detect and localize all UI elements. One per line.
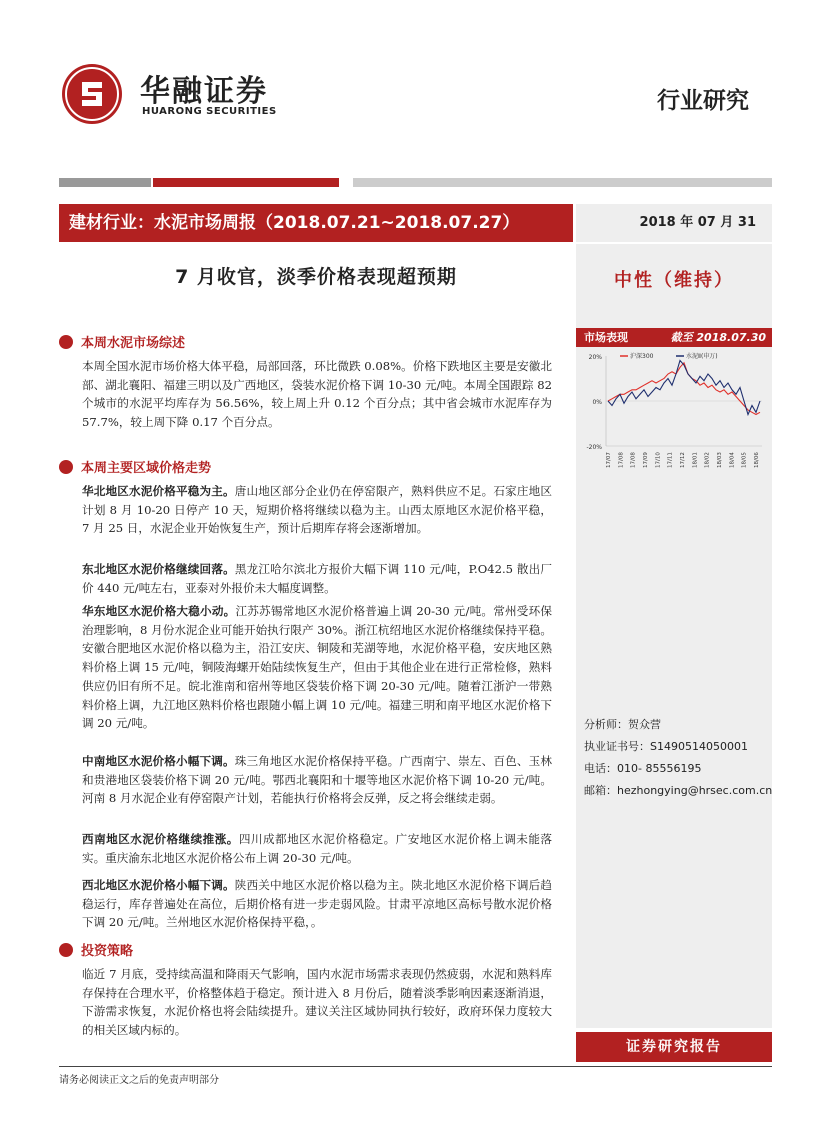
chart-series-line [608,363,760,415]
chart-x-tick-label: 18/06 [754,452,760,468]
rating: 中性（维持） [614,270,734,291]
analyst-name: 分析师：贺众营 [584,718,661,731]
region-paragraph-southwest: 西南地区水泥价格继续推涨。四川成都地区水泥价格稳定。广安地区水泥价格上调未能落实。重庆渝东北地区水泥价格公布上调 20-30 元/吨。 [82,832,552,865]
analyst-email: 邮箱：hezhongying@hrsec.com.cn [584,784,773,797]
chart-series-line [608,361,760,415]
report-title: 建材行业：水泥市场周报（2018.07.21~2018.07.27） [59,204,573,242]
footer-divider [59,1066,772,1067]
analyst-license: 执业证书号：S1490514050001 [584,740,748,753]
report-type: 行业研究 [657,88,749,114]
region-paragraph-central-south: 中南地区水泥价格小幅下调。珠三角地区水泥价格保持平稳。广西南宁、崇左、百色、玉林和贵港地区袋装价格下调 20 元/吨。鄂西北襄阳和十堰等地区水泥价格下调 10-20 元/吨。 河南 8 月水泥企业有停窑限产计划，若能执行价格将会反弹，反之将会继续走弱。 [82,754,552,806]
report-label: 证券研究报告 [576,1032,772,1062]
chart-legend-label: 沪深300 [630,353,654,360]
section-bullet-icon [59,335,73,349]
market-label: 市场表现 [584,331,628,344]
divider-bar-gray [59,178,151,187]
brand-name-cn: 华融证券 [140,74,268,109]
company-logo [62,64,332,128]
divider-bar-light [353,178,772,187]
chart-x-tick-label: 17/07 [606,452,612,468]
region-paragraph-northeast: 东北地区水泥价格继续回落。黑龙江哈尔滨北方报价大幅下调 110 元/吨，P.O42.5 散出厂价 440 元/吨左右，亚泰对外报价未大幅度调整。 [82,562,552,595]
chart-x-tick-label: 17/08 [618,452,625,468]
chart-x-tick-label: 17/10 [655,452,662,468]
strategy-paragraph: 临近 7 月底，受持续高温和降雨天气影响，国内水泥市场需求表现仍然疲弱，水泥和熟料库存保持在合理水平，价格整体趋于稳定。预计进入 8 月份后，随着淡季影响因素逐渐消退，下游需求恢复，水泥价格也将会陆续提升。建议关注区域协同执行较好，政府环保力度较大的相关区域内标的。 [82,967,552,1038]
market-performance-header [576,328,772,347]
market-performance-chart [580,348,770,488]
chart-x-tick-label: 18/03 [717,452,723,468]
chart-legend-label: 水泥Ⅱ(申万) [686,353,718,360]
section-heading: 投资策略 [59,941,133,963]
chart-y-tick-label: -20% [586,444,602,451]
chart-x-tick-label: 18/04 [729,452,736,468]
chart-x-tick-label: 18/05 [741,452,748,468]
chart-y-tick-label: 20% [588,354,602,361]
section-bullet-icon [59,943,73,957]
chart-y-tick-label: 0% [592,399,602,406]
section-heading: 本周主要区域价格走势 [59,458,211,480]
analyst-phone: 电话：010- 85556195 [584,762,702,775]
section-heading: 本周水泥市场综述 [59,333,185,355]
chart-x-tick-label: 17/12 [680,452,686,468]
chart-x-tick-label: 17/11 [667,452,674,468]
chart-x-tick-label: 17/08 [630,452,637,468]
chart-x-tick-label: 18/01 [692,452,699,468]
chart-x-tick-label: 17/09 [643,452,649,468]
disclaimer: 请务必阅读正文之后的免责声明部分 [59,1075,219,1086]
region-paragraph-northwest: 西北地区水泥价格小幅下调。陕西关中地区水泥价格以稳为主。陕北地区水泥价格下调后趋稳运行，库存普遍处在高位，后期价格有进一步走弱风险。甘肃平凉地区高标号散水泥价格下调 20 元/吨。兰州地区水泥价格保持平稳，。 [82,878,552,930]
chart-x-tick-label: 18/02 [704,452,711,468]
report-date: 2018 年 07 月 31 [576,204,772,242]
region-paragraph-north: 华北地区水泥价格平稳为主。唐山地区部分企业仍在停窑限产，熟料供应不足。石家庄地区计划 8 月 10-20 日停产 10 天，短期价格将继续以稳为主。山西太原地区水泥价格平稳， 7 月 25 日，水泥企业开始恢复生产，预计后期库存将会逐渐增加。 [82,484,552,536]
divider-bar-red [153,178,339,187]
market-date: 截至 2018.07.30 [670,331,766,344]
section-paragraph: 本周全国水泥市场价格大体平稳，局部回落，环比微跌 0.08%。价格下跌地区主要是安徽北部、湖北襄阳、福建三明以及广西地区，袋装水泥价格下调 10-30 元/吨。本周全国跟踪 82 个城市的水泥平均库存为 56.56%，较上周上升 0.12 个百分点；其中省会城市水泥库存为 57.7%，较上周下降 0.17 个百分点。 [82,359,552,430]
headline: 7 月收官，淡季价格表现超预期 [175,266,457,288]
logo-emblem-icon [62,64,122,124]
brand-name-en: HUARONG SECURITIES [142,106,277,117]
region-paragraph-east: 华东地区水泥价格大稳小动。江苏苏锡常地区水泥价格普遍上调 20-30 元/吨。常州受环保治理影响，8 月份水泥企业可能开始执行限产 30%。浙江杭绍地区水泥价格继续保持平稳。安徽合肥地区水泥价格以稳为主，沿江安庆、铜陵和芜湖等地，水泥价格平稳，安庆地区熟料价格上调 15 元/吨，铜陵海螺开始陆续恢复生产，但由于其他企业在进行正常检修，熟料供应仍旧有所不足。皖北淮南和宿州等地区袋装价格下调 20-30 元/吨。随着江浙沪一带熟料价格上调，九江地区熟料价格也跟随小幅上调 10 元/吨。福建三明和南平地区水泥价格下调 20 元/吨。 [82,604,552,731]
section-bullet-icon [59,460,73,474]
